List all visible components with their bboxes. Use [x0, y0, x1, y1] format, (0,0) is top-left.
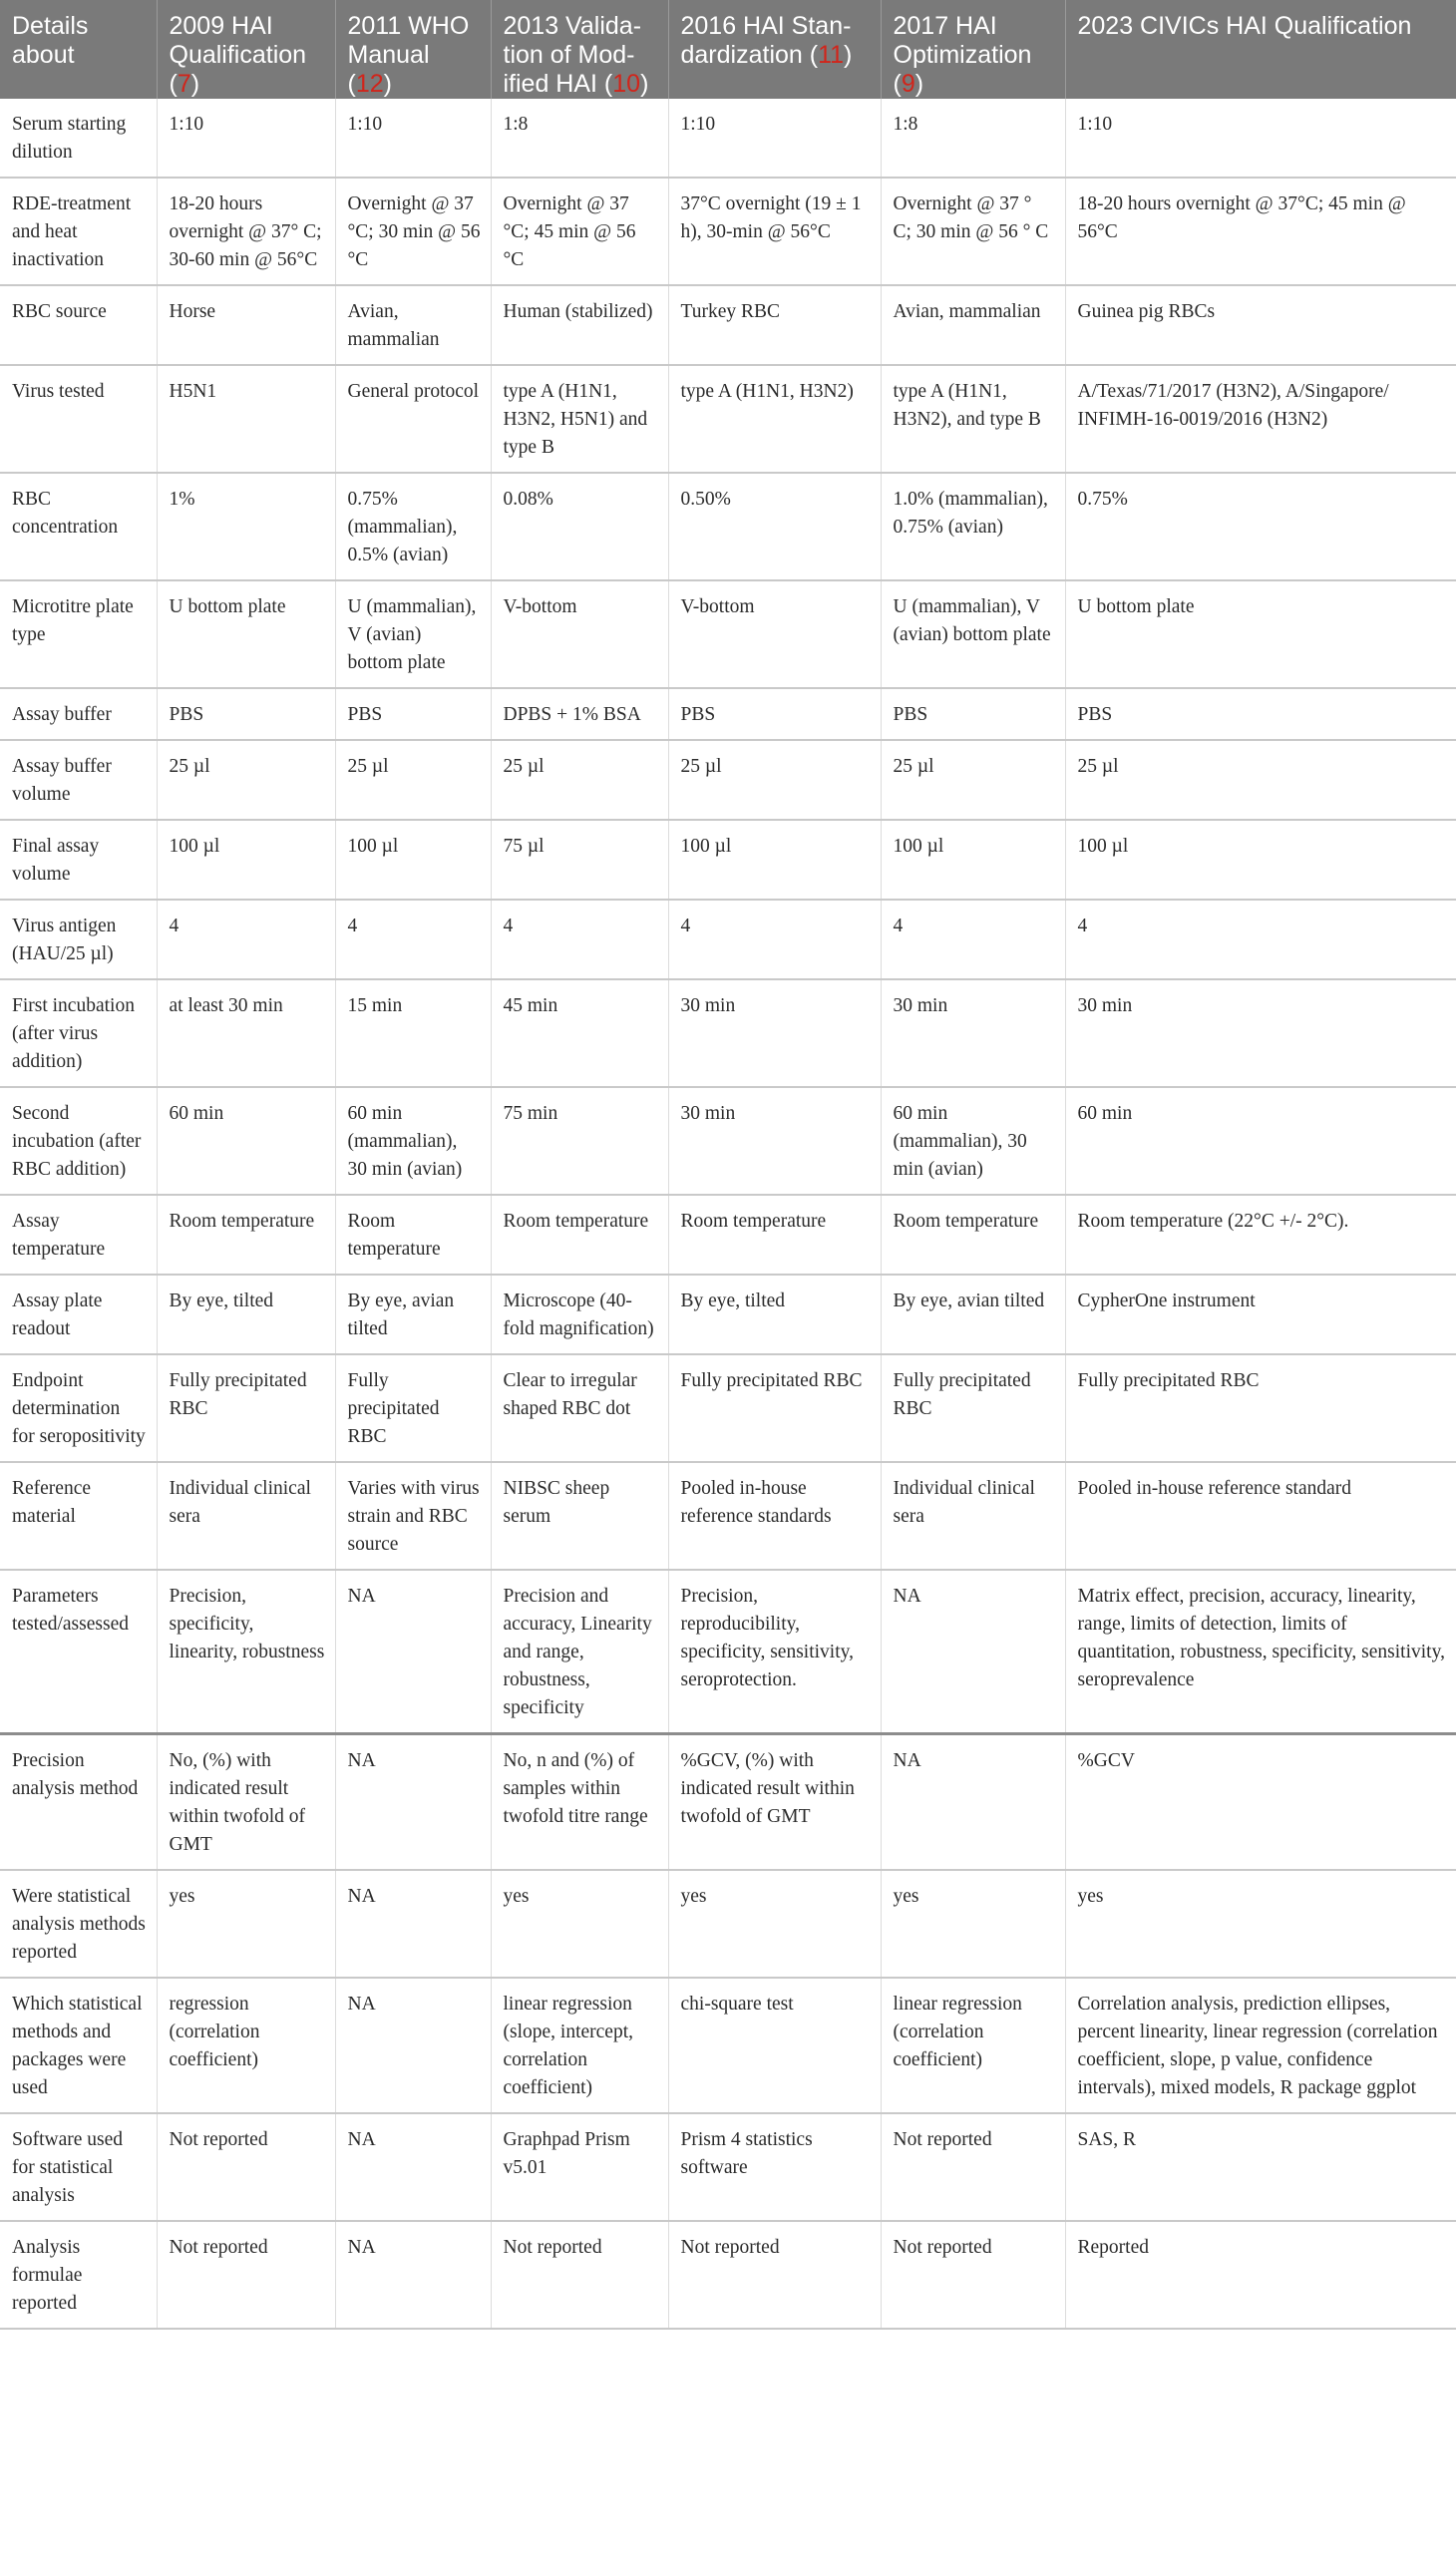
table-cell: PBS	[157, 688, 335, 740]
table-cell: Varies with virus strain and RBC source	[335, 1462, 491, 1570]
table-cell: type A (H1N1, H3N2), and type B	[881, 365, 1065, 473]
row-label-cell: First incubation (after virus addition)	[0, 979, 157, 1087]
table-row	[0, 580, 1456, 688]
column-header-text-tail: )	[190, 70, 200, 98]
column-header-text: Details about	[12, 12, 89, 69]
table-row	[0, 1195, 1456, 1275]
table-row	[0, 178, 1456, 285]
table-cell: 15 min	[335, 979, 491, 1087]
table-cell: 60 min	[1065, 1087, 1456, 1195]
table-cell: Fully precipitated RBC	[881, 1354, 1065, 1462]
table-cell: U (mammalian), V (avian) bottom plate	[881, 580, 1065, 688]
table-row	[0, 688, 1456, 740]
row-label-cell: Parameters tested/assessed	[0, 1570, 157, 1734]
table-row	[0, 1275, 1456, 1354]
table-cell: Overnight @ 37 °C; 45 min @ 56 °C	[491, 178, 668, 285]
table-cell: NA	[335, 2113, 491, 2221]
table-cell: regression (correlation coefficient)	[157, 1978, 335, 2113]
table-row	[0, 2221, 1456, 2329]
table-cell: V-bottom	[491, 580, 668, 688]
table-cell: Not reported	[157, 2221, 335, 2329]
table-cell: yes	[157, 1870, 335, 1978]
column-header-text-tail: )	[844, 41, 853, 69]
column-header-text: 2013 Valida-tion of Mod-ified HAI (	[503, 12, 642, 98]
table-cell: U (mammalian), V (avian) bottom plate	[335, 580, 491, 688]
reference-link[interactable]: 12	[355, 70, 384, 98]
table-cell: 0.75%	[1065, 473, 1456, 580]
table-cell: 100 µl	[881, 820, 1065, 900]
table-cell: Reported	[1065, 2221, 1456, 2329]
table-cell: Room temperature	[881, 1195, 1065, 1275]
row-label-cell: Software used for statistical analysis	[0, 2113, 157, 2221]
column-header-text-tail: )	[914, 70, 924, 98]
column-header	[668, 0, 881, 99]
column-header-text: 2016 HAI Stan-dardization (	[680, 12, 852, 69]
table-cell: Not reported	[881, 2221, 1065, 2329]
table-cell: Pooled in-house reference standard	[1065, 1462, 1456, 1570]
table-body	[0, 99, 1456, 2329]
table-cell: NA	[881, 1570, 1065, 1734]
row-label-cell: Virus tested	[0, 365, 157, 473]
table-cell: yes	[1065, 1870, 1456, 1978]
table-cell: 1.0% (mammalian), 0.75% (avian)	[881, 473, 1065, 580]
table-cell: 25 µl	[1065, 740, 1456, 820]
table-cell: Precision, specificity, linearity, robustness	[157, 1570, 335, 1734]
table-cell: linear regression (correlation coefficient)	[881, 1978, 1065, 2113]
column-header	[157, 0, 335, 99]
table-cell: 4	[491, 900, 668, 979]
table-cell: 1:10	[668, 99, 881, 178]
table-cell: Pooled in-house reference standards	[668, 1462, 881, 1570]
table-cell: 25 µl	[335, 740, 491, 820]
table-header	[0, 0, 1456, 99]
table-cell: yes	[881, 1870, 1065, 1978]
table-row	[0, 979, 1456, 1087]
table-cell: 0.75% (mammalian), 0.5% (avian)	[335, 473, 491, 580]
table-cell: 30 min	[668, 1087, 881, 1195]
table-row	[0, 1354, 1456, 1462]
table-cell: No, (%) with indicated result within twofold of GMT	[157, 1734, 335, 1871]
table-row	[0, 99, 1456, 178]
table-cell: 4	[335, 900, 491, 979]
row-label-cell: Assay plate readout	[0, 1275, 157, 1354]
table-cell: PBS	[668, 688, 881, 740]
table-cell: 25 µl	[491, 740, 668, 820]
column-header	[335, 0, 491, 99]
table-row	[0, 365, 1456, 473]
table-cell: 25 µl	[881, 740, 1065, 820]
table-cell: 75 min	[491, 1087, 668, 1195]
table-cell: Not reported	[157, 2113, 335, 2221]
column-header	[491, 0, 668, 99]
table-cell: %GCV, (%) with indicated result within twofold of GMT	[668, 1734, 881, 1871]
row-label-cell: RBC source	[0, 285, 157, 365]
table-cell: Matrix effect, precision, accuracy, linearity, range, limits of detection, limits of quantitation, robustness, specificity, sensitivity, seroprevalence	[1065, 1570, 1456, 1734]
header-row	[0, 0, 1456, 99]
table-cell: NA	[335, 1870, 491, 1978]
table-cell: 4	[881, 900, 1065, 979]
table-cell: Room temperature	[668, 1195, 881, 1275]
table-cell: 30 min	[668, 979, 881, 1087]
reference-link[interactable]: 7	[177, 70, 191, 98]
table-cell: 4	[1065, 900, 1456, 979]
table-cell: 37°C overnight (19 ± 1 h), 30-min @ 56°C	[668, 178, 881, 285]
table-cell: SAS, R	[1065, 2113, 1456, 2221]
table-cell: 0.50%	[668, 473, 881, 580]
table-row	[0, 1870, 1456, 1978]
row-label-cell: Analysis formulae reported	[0, 2221, 157, 2329]
table-cell: 100 µl	[335, 820, 491, 900]
table-cell: Avian, mammalian	[335, 285, 491, 365]
reference-link[interactable]: 11	[818, 41, 845, 69]
table-cell: Fully precipitated RBC	[157, 1354, 335, 1462]
reference-link[interactable]: 10	[612, 70, 641, 98]
table-cell: Room temperature (22°C +/- 2°C).	[1065, 1195, 1456, 1275]
table-cell: 1:8	[881, 99, 1065, 178]
table-cell: A/Texas/71/2017 (H3N2), A/Singapore/ INFIMH-16-0019/2016 (H3N2)	[1065, 365, 1456, 473]
table-cell: H5N1	[157, 365, 335, 473]
table-row	[0, 1462, 1456, 1570]
table-cell: Human (stabilized)	[491, 285, 668, 365]
table-cell: PBS	[881, 688, 1065, 740]
table-cell: U bottom plate	[157, 580, 335, 688]
table-cell: NA	[881, 1734, 1065, 1871]
table-cell: 45 min	[491, 979, 668, 1087]
column-header-text: 2011 WHO Manual (	[347, 12, 470, 98]
column-header-text: 2009 HAI Qualification (	[169, 12, 307, 98]
table-cell: 30 min	[881, 979, 1065, 1087]
row-label-cell: Serum starting dilution	[0, 99, 157, 178]
table-cell: 100 µl	[668, 820, 881, 900]
table-cell: chi-square test	[668, 1978, 881, 2113]
table-cell: Guinea pig RBCs	[1065, 285, 1456, 365]
table-cell: 25 µl	[157, 740, 335, 820]
table-cell: CypherOne instrument	[1065, 1275, 1456, 1354]
table-cell: By eye, tilted	[668, 1275, 881, 1354]
table-row	[0, 1570, 1456, 1734]
table-row	[0, 740, 1456, 820]
table-row	[0, 2113, 1456, 2221]
table-cell: 100 µl	[157, 820, 335, 900]
table-cell: 1:10	[1065, 99, 1456, 178]
table-cell: 30 min	[1065, 979, 1456, 1087]
table-row	[0, 900, 1456, 979]
table-cell: Turkey RBC	[668, 285, 881, 365]
table-cell: 0.08%	[491, 473, 668, 580]
column-header-text-tail: )	[640, 70, 649, 98]
column-header-text: 2023 CIVICs HAI Qualification	[1077, 12, 1412, 40]
table-cell: Horse	[157, 285, 335, 365]
row-label-cell: Second incubation (after RBC addition)	[0, 1087, 157, 1195]
table-cell: Overnight @ 37 °C; 30 min @ 56 °C	[335, 178, 491, 285]
table-cell: Avian, mammalian	[881, 285, 1065, 365]
table-cell: By eye, avian tilted	[335, 1275, 491, 1354]
table-cell: NIBSC sheep serum	[491, 1462, 668, 1570]
table-cell: %GCV	[1065, 1734, 1456, 1871]
column-header-text: 2017 HAI Optimization (	[893, 12, 1032, 98]
row-label-cell: Assay buffer	[0, 688, 157, 740]
table-cell: Room temperature	[491, 1195, 668, 1275]
column-header	[881, 0, 1065, 99]
row-label-cell: Precision analysis method	[0, 1734, 157, 1871]
table-cell: Precision, reproducibility, specificity, sensitivity, seroprotection.	[668, 1570, 881, 1734]
table-cell: 60 min (mammalian), 30 min (avian)	[335, 1087, 491, 1195]
table-cell: 4	[668, 900, 881, 979]
table-row	[0, 1734, 1456, 1871]
row-label-cell: Were statistical analysis methods reported	[0, 1870, 157, 1978]
table-row	[0, 285, 1456, 365]
table-cell: Room temperature	[335, 1195, 491, 1275]
row-label-cell: RDE-treatment and heat inactivation	[0, 178, 157, 285]
table-cell: U bottom plate	[1065, 580, 1456, 688]
column-header	[1065, 0, 1456, 99]
table-cell: Correlation analysis, prediction ellipses, percent linearity, linear regression (correlation coefficient, slope, p value, confidence intervals), mixed models, R package ggplot	[1065, 1978, 1456, 2113]
table-cell: Clear to irregular shaped RBC dot	[491, 1354, 668, 1462]
table-cell: PBS	[1065, 688, 1456, 740]
table-cell: Precision and accuracy, Linearity and range, robustness, specificity	[491, 1570, 668, 1734]
table-cell: 25 µl	[668, 740, 881, 820]
table-cell: Fully precipitated RBC	[1065, 1354, 1456, 1462]
table-cell: NA	[335, 1570, 491, 1734]
table-cell: NA	[335, 2221, 491, 2329]
row-label-cell: Virus antigen (HAU/25 µl)	[0, 900, 157, 979]
table-cell: 4	[157, 900, 335, 979]
table-cell: General protocol	[335, 365, 491, 473]
table-row	[0, 1978, 1456, 2113]
table-cell: By eye, tilted	[157, 1275, 335, 1354]
table-cell: Fully precipitated RBC	[335, 1354, 491, 1462]
table-cell: type A (H1N1, H3N2)	[668, 365, 881, 473]
table-cell: Not reported	[491, 2221, 668, 2329]
table-cell: 18-20 hours overnight @ 37° C; 30-60 min @ 56°C	[157, 178, 335, 285]
table-cell: 100 µl	[1065, 820, 1456, 900]
row-label-cell: Microtitre plate type	[0, 580, 157, 688]
table-cell: Graphpad Prism v5.01	[491, 2113, 668, 2221]
table-cell: 1:8	[491, 99, 668, 178]
reference-link[interactable]: 9	[901, 70, 915, 98]
table-row	[0, 473, 1456, 580]
table-cell: Room temperature	[157, 1195, 335, 1275]
column-header-text-tail: )	[383, 70, 392, 98]
table-cell: No, n and (%) of samples within twofold titre range	[491, 1734, 668, 1871]
column-header	[0, 0, 157, 99]
table-cell: type A (H1N1, H3N2, H5N1) and type B	[491, 365, 668, 473]
table-cell: linear regression (slope, intercept, correlation coefficient)	[491, 1978, 668, 2113]
row-label-cell: Which statistical methods and packages were used	[0, 1978, 157, 2113]
table-cell: By eye, avian tilted	[881, 1275, 1065, 1354]
table-cell: DPBS + 1% BSA	[491, 688, 668, 740]
table-row	[0, 1087, 1456, 1195]
table-cell: Individual clinical sera	[881, 1462, 1065, 1570]
table-cell: Fully precipitated RBC	[668, 1354, 881, 1462]
table-cell: 75 µl	[491, 820, 668, 900]
table-cell: yes	[668, 1870, 881, 1978]
row-label-cell: Endpoint determination for seropositivity	[0, 1354, 157, 1462]
row-label-cell: Assay buffer volume	[0, 740, 157, 820]
table-cell: Microscope (40-fold magnification)	[491, 1275, 668, 1354]
table-cell: Overnight @ 37 ° C; 30 min @ 56 ° C	[881, 178, 1065, 285]
row-label-cell: Reference material	[0, 1462, 157, 1570]
table-cell: 18-20 hours overnight @ 37°C; 45 min @ 56°C	[1065, 178, 1456, 285]
table-cell: PBS	[335, 688, 491, 740]
table-cell: at least 30 min	[157, 979, 335, 1087]
table-cell: NA	[335, 1734, 491, 1871]
table-cell: Not reported	[668, 2221, 881, 2329]
table-cell: Not reported	[881, 2113, 1065, 2221]
table-cell: 1:10	[335, 99, 491, 178]
table-cell: V-bottom	[668, 580, 881, 688]
row-label-cell: RBC concentration	[0, 473, 157, 580]
table-row	[0, 820, 1456, 900]
table-cell: 60 min (mammalian), 30 min (avian)	[881, 1087, 1065, 1195]
table-cell: 1%	[157, 473, 335, 580]
row-label-cell: Final assay volume	[0, 820, 157, 900]
table-cell: Individual clinical sera	[157, 1462, 335, 1570]
row-label-cell: Assay temperature	[0, 1195, 157, 1275]
table-cell: yes	[491, 1870, 668, 1978]
table-cell: 1:10	[157, 99, 335, 178]
table-cell: Prism 4 statistics software	[668, 2113, 881, 2221]
table-cell: 60 min	[157, 1087, 335, 1195]
table-cell: NA	[335, 1978, 491, 2113]
